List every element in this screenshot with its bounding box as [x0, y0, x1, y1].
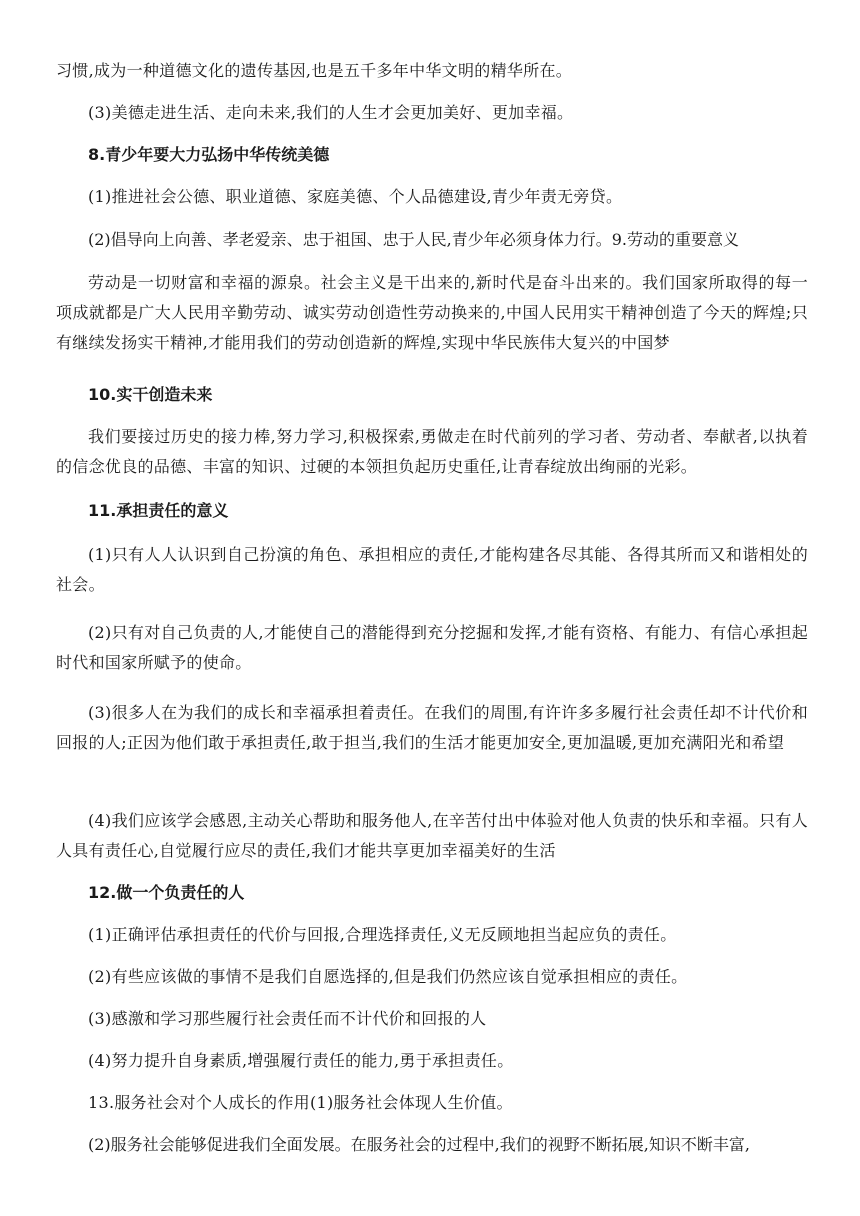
paragraph: (3)很多人在为我们的成长和幸福承担着责任。在我们的周围,有许许多多履行社会责任却不计代价和回报的人;正因为他们敢于承担责任,敢于担当,我们的生活才能更加安全,更加温暖,更加充满阳光和希望 — [56, 703, 808, 752]
paragraph: (4)努力提升自身素质,增强履行责任的能力,勇于承担责任。 — [88, 1051, 514, 1070]
paragraph: (4)我们应该学会感恩,主动关心帮助和服务他人,在辛苦付出中体验对他人负责的快乐和幸福。只有人人具有责任心,自觉履行应尽的责任,我们才能共享更加幸福美好的生活 — [56, 811, 808, 860]
paragraph: (2)只有对自己负责的人,才能使自己的潜能得到充分挖掘和发挥,才能有资格、有能力、有信心承担起时代和国家所赋予的使命。 — [56, 623, 808, 672]
paragraph: (1)正确评估承担责任的代价与回报,合理选择责任,义无反顾地担当起应负的责任。 — [88, 925, 677, 944]
paragraph: 习惯,成为一种道德文化的遗传基因,也是五千多年中华文明的精华所在。 — [56, 61, 573, 80]
section-heading: 10.实干创造未来 — [88, 385, 213, 404]
paragraph: (2)服务社会能够促进我们全面发展。在服务社会的过程中,我们的视野不断拓展,知识不断丰富, — [88, 1135, 750, 1154]
paragraph: (1)只有人人认识到自己扮演的角色、承担相应的责任,才能构建各尽其能、各得其所而又和谐相处的社会。 — [56, 545, 808, 594]
section-heading: 8.青少年要大力弘扬中华传统美德 — [88, 145, 330, 164]
paragraph: (3)美德走进生活、走向未来,我们的人生才会更加美好、更加幸福。 — [88, 103, 574, 122]
section-heading: 12.做一个负责任的人 — [88, 883, 245, 902]
paragraph: (2)倡导向上向善、孝老爱亲、忠于祖国、忠于人民,青少年必须身体力行。9.劳动的重要意义 — [88, 230, 740, 249]
paragraph: (3)感激和学习那些履行社会责任而不计代价和回报的人 — [88, 1009, 487, 1028]
paragraph: 我们要接过历史的接力棒,努力学习,积极探索,勇做走在时代前列的学习者、劳动者、奉献者,以执着的信念优良的品德、丰富的知识、过硬的本领担负起历史重任,让青春绽放出绚丽的光彩。 — [56, 427, 808, 476]
section-heading: 11.承担责任的意义 — [88, 501, 229, 520]
paragraph: (2)有些应该做的事情不是我们自愿选择的,但是我们仍然应该自觉承担相应的责任。 — [88, 967, 688, 986]
paragraph: (1)推进社会公德、职业道德、家庭美德、个人品德建设,青少年责无旁贷。 — [88, 187, 623, 206]
paragraph: 劳动是一切财富和幸福的源泉。社会主义是干出来的,新时代是奋斗出来的。我们国家所取得的每一项成就都是广大人民用辛勤劳动、诚实劳动创造性劳动换来的,中国人民用实干精神创造了今天的辉煌;只有继续发扬实干精神,才能用我们的劳动创造新的辉煌,实现中华民族伟大复兴的中国梦 — [56, 273, 808, 352]
paragraph: 13.服务社会对个人成长的作用(1)服务社会体现人生价值。 — [88, 1093, 513, 1112]
